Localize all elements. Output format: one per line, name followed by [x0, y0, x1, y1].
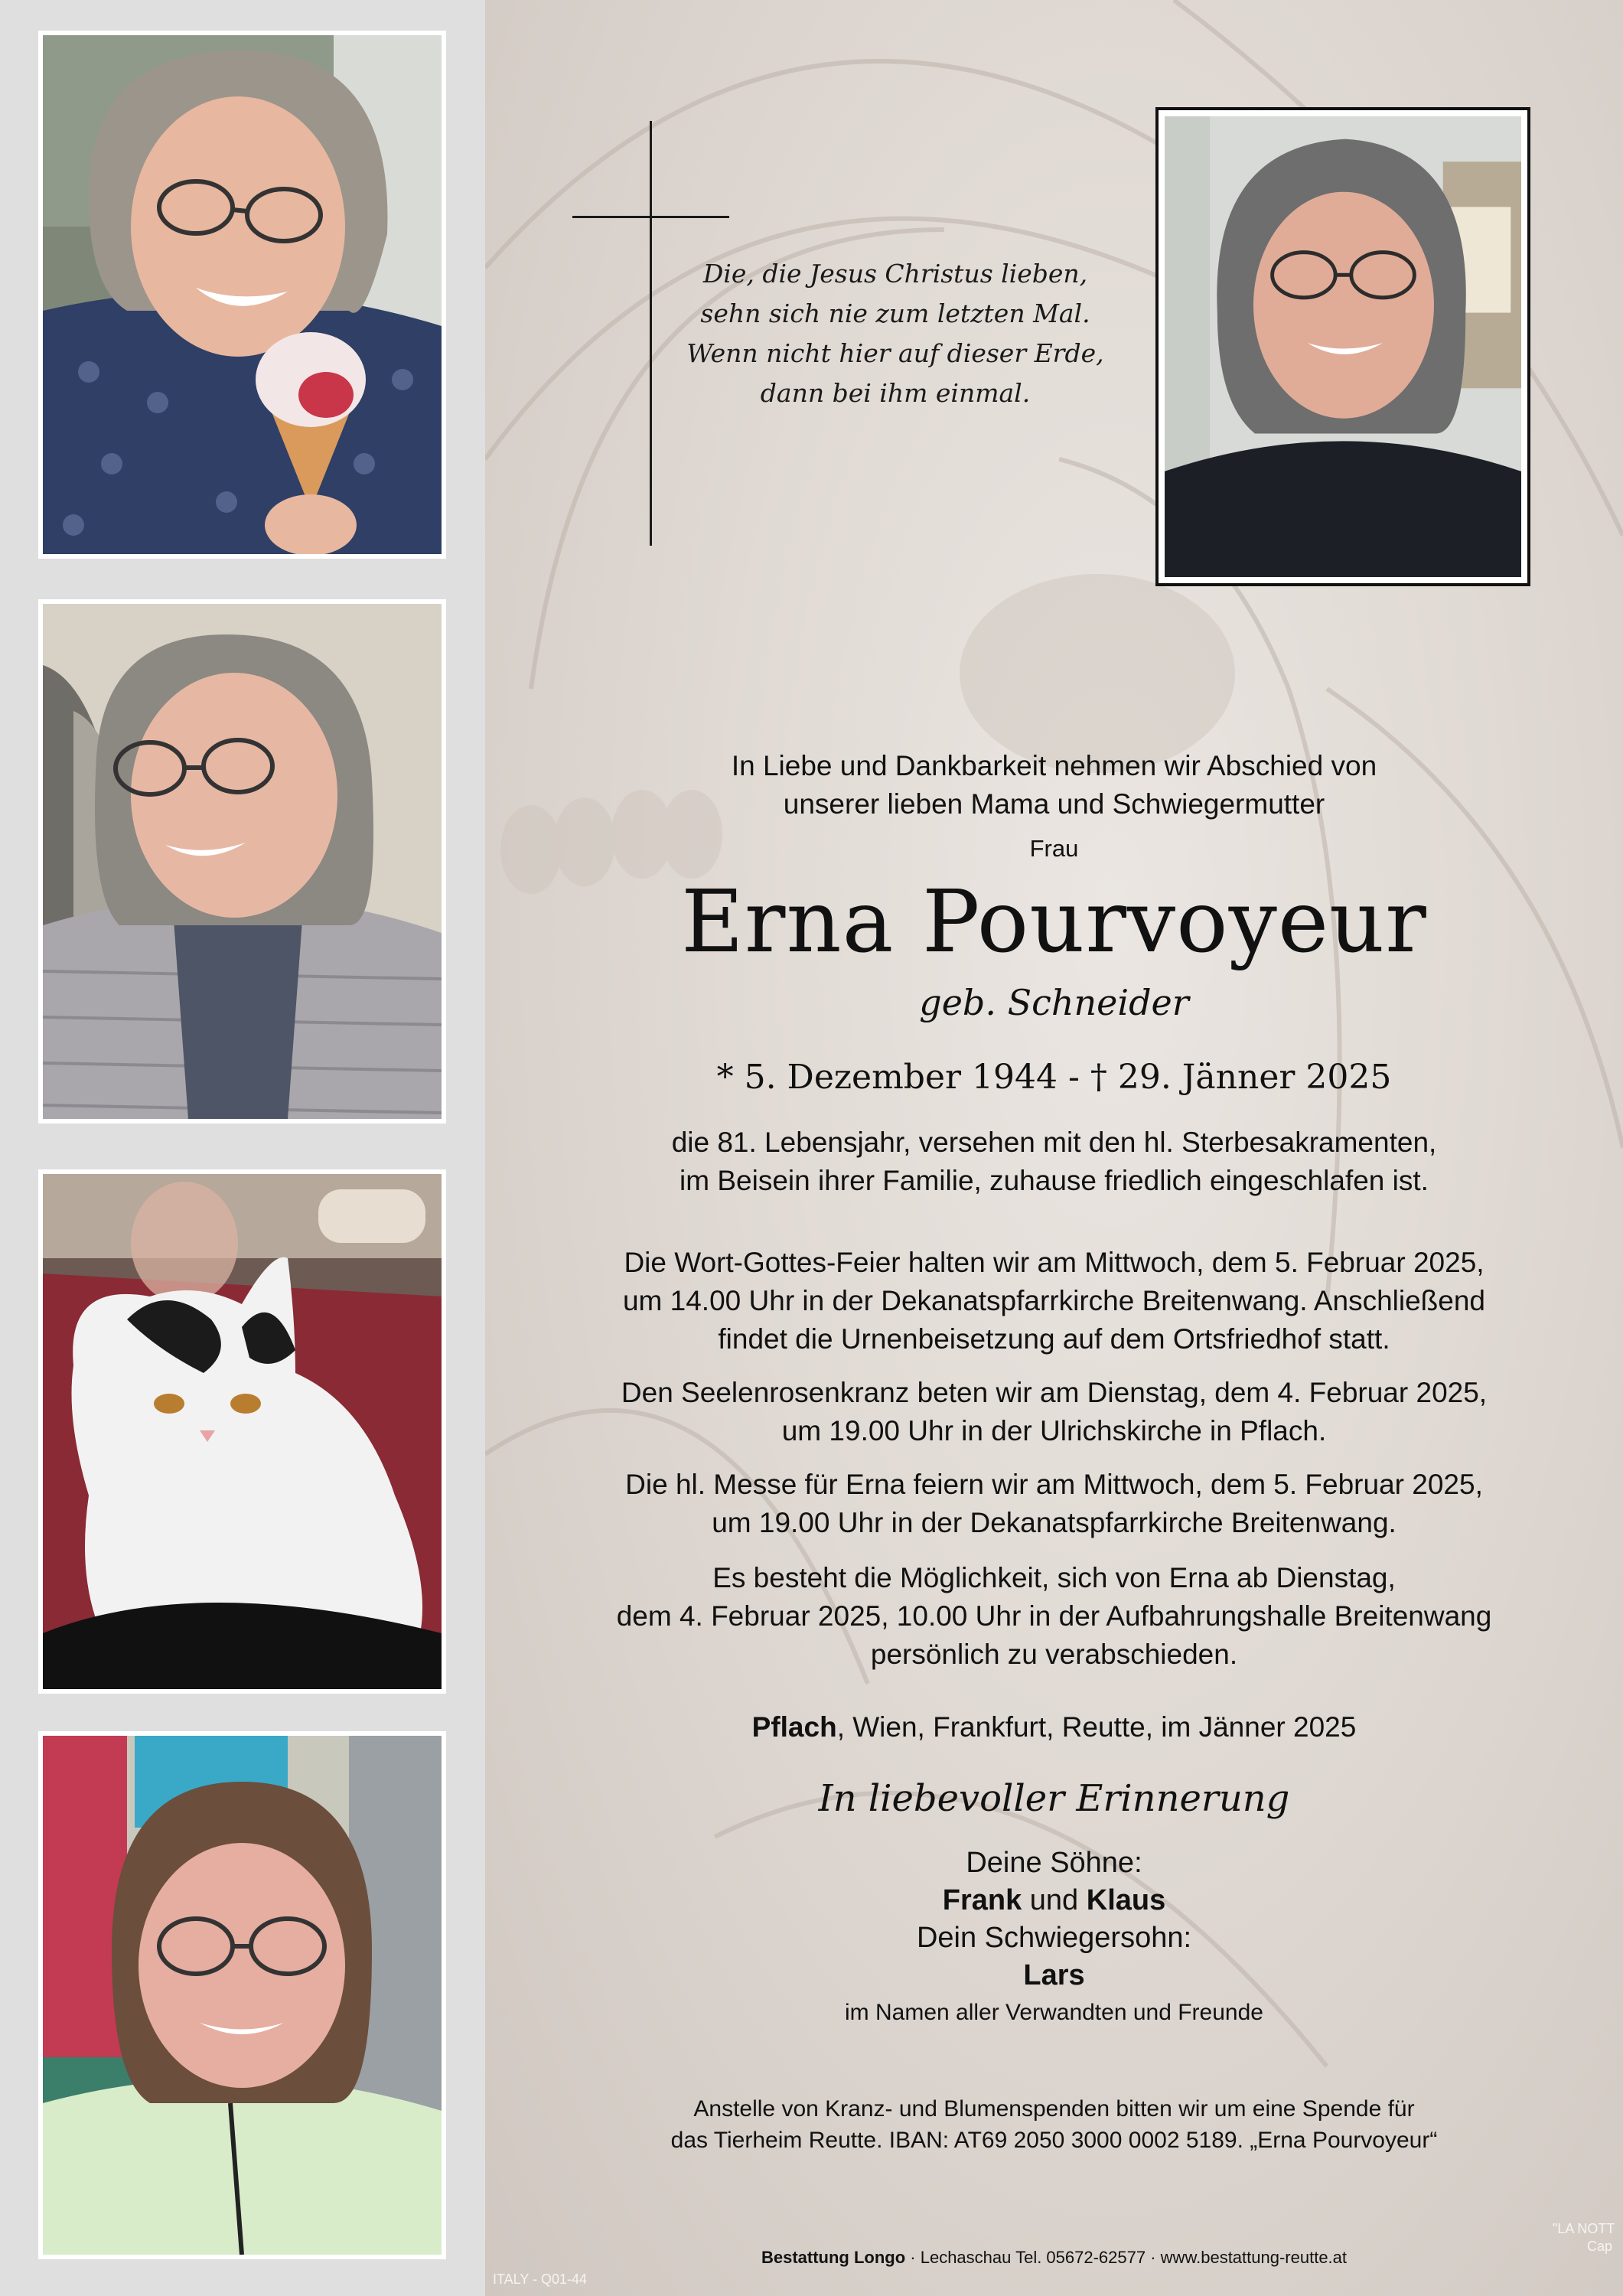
- photo-ice-cream: [43, 35, 442, 554]
- mass-text: [485, 1466, 1623, 1542]
- son-name: Klaus: [1086, 1884, 1166, 1916]
- poem-line: Die, die Jesus Christus lieben,: [702, 259, 1088, 289]
- portrait-photo: [1165, 116, 1521, 577]
- viewing-line: dem 4. Februar 2025, 10.00 Uhr in der Aufbahrungshalle Breitenwang: [616, 1600, 1492, 1632]
- son-in-law-name: [485, 1957, 1623, 1994]
- service-line: um 14.00 Uhr in der Dekanatspfarrkirche Breitenwang. Anschließend: [622, 1285, 1486, 1316]
- poem: [673, 254, 1117, 413]
- place-bold: Pflach: [751, 1711, 837, 1743]
- deceased-name: Erna Pourvoyeur: [681, 872, 1427, 972]
- photo-green-jacket: [43, 1736, 442, 2255]
- photo-frame-2: [38, 599, 446, 1124]
- viewing-line: Es besteht die Möglichkeit, sich von Erna ab Dienstag,: [712, 1562, 1396, 1593]
- cross-icon: [650, 121, 652, 546]
- viewing-line: persönlich zu verabschieden.: [870, 1639, 1238, 1670]
- intro-text: [485, 747, 1623, 823]
- cross-icon-bar: [572, 216, 729, 218]
- intro-line: unserer lieben Mama und Schwiegermutter: [783, 788, 1325, 820]
- service-text: [485, 1244, 1623, 1358]
- salutation: Frau: [1029, 835, 1079, 862]
- mass-line: Die hl. Messe für Erna feiern wir am Mittwoch, dem 5. Februar 2025,: [625, 1469, 1483, 1500]
- family-closing: im Namen aller Verwandten und Freunde: [845, 2000, 1263, 2025]
- passing-text: [485, 1124, 1623, 1200]
- sons-label: Deine Söhne:: [966, 1847, 1142, 1879]
- son-in-law: Lars: [1023, 1959, 1085, 1991]
- rosary-line: Den Seelenrosenkranz beten wir am Dienstag, dem 4. Februar 2025,: [621, 1377, 1488, 1408]
- mass-line: um 19.00 Uhr in der Dekanatspfarrkirche Breitenwang.: [712, 1507, 1396, 1538]
- image-credit-right-bottom: Cap: [1587, 2239, 1613, 2254]
- footer-company: Bestattung Longo: [761, 2248, 906, 2267]
- photo-frame-3: [38, 1169, 446, 1694]
- photo-sidebar: [0, 0, 485, 2296]
- poem-line: Wenn nicht hier auf dieser Erde,: [686, 338, 1104, 368]
- donation-line: das Tierheim Reutte. IBAN: AT69 2050 3000 0002 5189. „Erna Pourvoyeur“: [670, 2128, 1438, 2153]
- photo-frame-1: [38, 31, 446, 559]
- photo-frame-4: [38, 1731, 446, 2259]
- intro-line: In Liebe und Dankbarkeit nehmen wir Abschied von: [731, 750, 1377, 781]
- footer-details: · Lechaschau Tel. 05672-62577 · www.bestattung-reutte.at: [905, 2248, 1348, 2267]
- sons-names: [485, 1882, 1623, 1919]
- image-credit-left: ITALY - Q01-44: [493, 2272, 588, 2287]
- image-credit-right-top: "LA NOTT: [1553, 2221, 1615, 2236]
- place-date: [485, 1708, 1623, 1746]
- service-line: Die Wort-Gottes-Feier halten wir am Mittwoch, dem 5. Februar 2025,: [624, 1247, 1484, 1278]
- remembrance-heading: In liebevoller Erinnerung: [818, 1777, 1290, 1820]
- place-rest: , Wien, Frankfurt, Reutte, im Jänner 2025: [836, 1711, 1357, 1743]
- rosary-line: um 19.00 Uhr in der Ulrichskirche in Pflach.: [781, 1415, 1327, 1446]
- family-list: [485, 1844, 1623, 2031]
- and-word: und: [1022, 1884, 1087, 1916]
- life-dates: * 5. Dezember 1944 - † 29. Jänner 2025: [716, 1058, 1392, 1097]
- service-line: findet die Urnenbeisetzung auf dem Ortsfriedhof statt.: [718, 1323, 1390, 1355]
- donation-line: Anstelle von Kranz- und Blumenspenden bitten wir um eine Spende für: [693, 2096, 1415, 2122]
- footer: [485, 2246, 1623, 2269]
- passing-line: im Beisein ihrer Familie, zuhause friedlich eingeschlafen ist.: [680, 1165, 1429, 1196]
- passing-line: die 81. Lebensjahr, versehen mit den hl. Sterbesakramenten,: [671, 1127, 1437, 1158]
- photo-cat: [43, 1174, 442, 1689]
- photo-puffer-jacket: [43, 604, 442, 1119]
- rosary-text: [485, 1374, 1623, 1450]
- son-name: Frank: [942, 1884, 1022, 1916]
- donation-note: [485, 2093, 1623, 2156]
- son-in-law-label: Dein Schwiegersohn:: [916, 1922, 1192, 1954]
- viewing-text: [485, 1559, 1623, 1674]
- poem-line: dann bei ihm einmal.: [760, 378, 1031, 408]
- portrait-frame: [1155, 107, 1530, 586]
- maiden-name: geb. Schneider: [919, 982, 1189, 1023]
- poem-line: sehn sich nie zum letzten Mal.: [700, 298, 1090, 328]
